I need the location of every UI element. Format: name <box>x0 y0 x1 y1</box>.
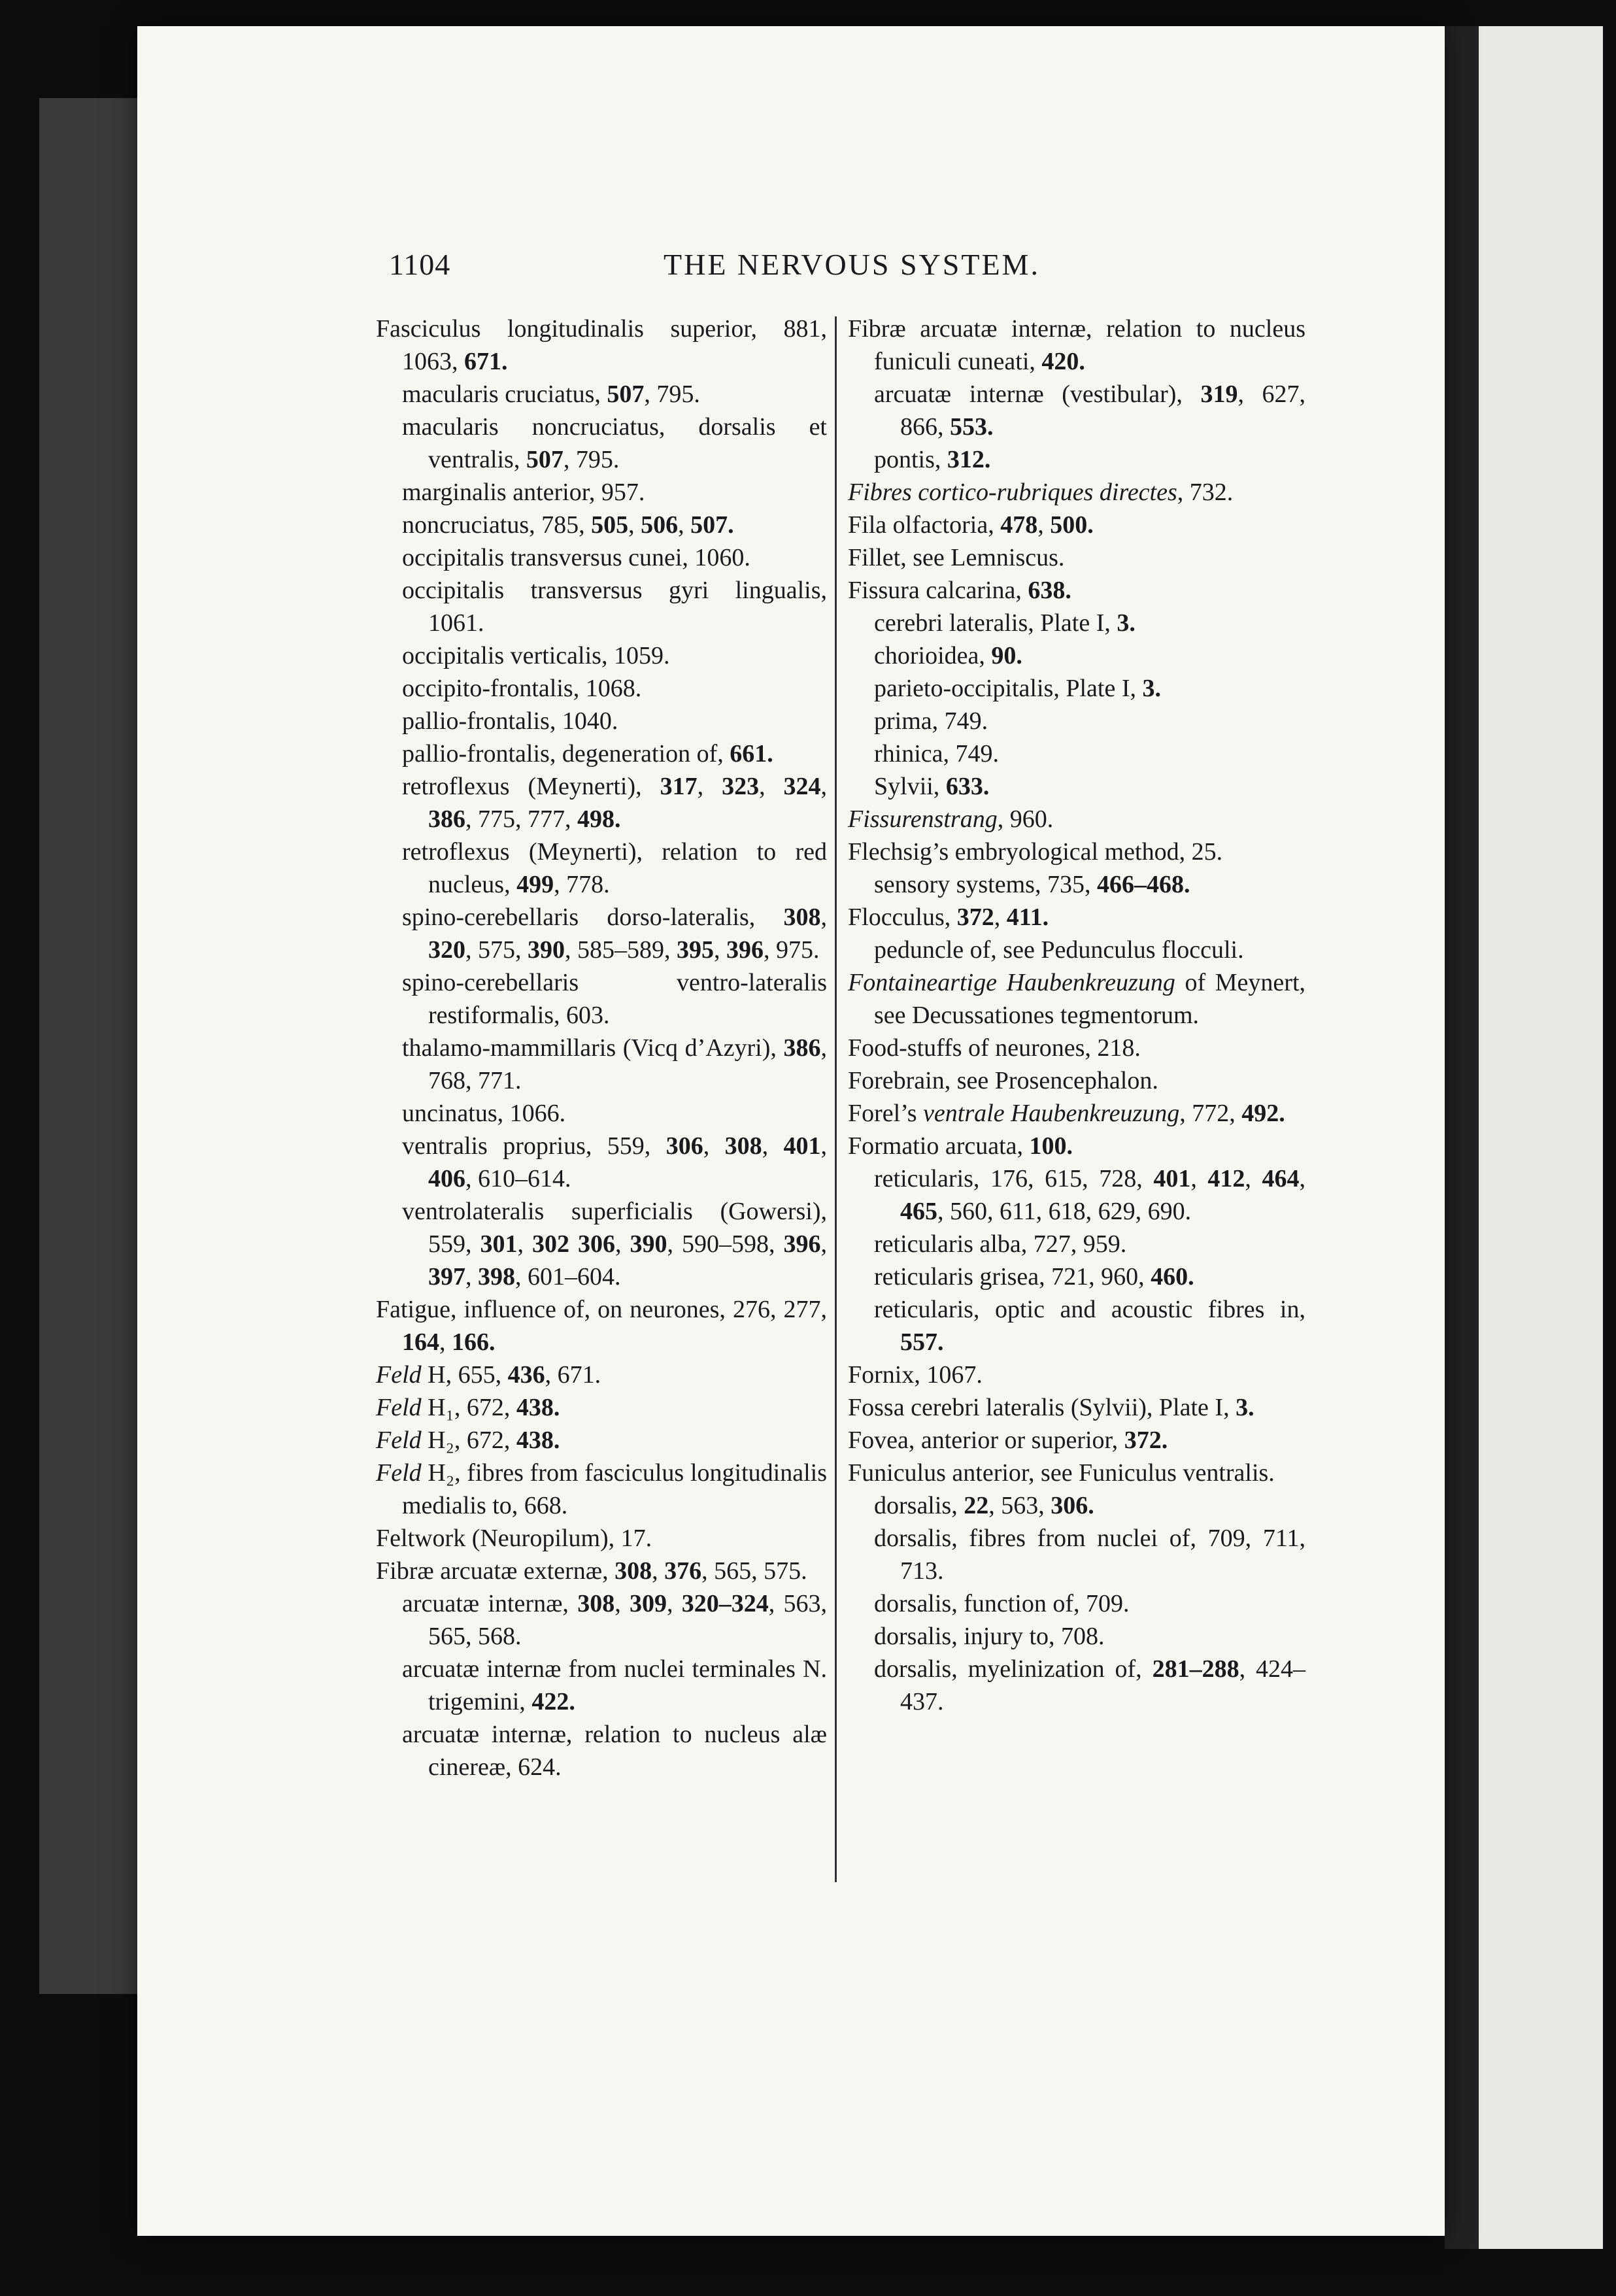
entry-text: dorsalis, <box>874 1492 964 1519</box>
page-ref-bold: 390 <box>528 936 565 964</box>
entry-text: , <box>714 936 726 964</box>
index-entry <box>376 1359 827 1391</box>
entry-text: spino-cerebellaris dorso-lateralis, <box>402 903 784 931</box>
entry-text: Fasciculus longitudinalis superior, 881, 1063, <box>376 315 827 375</box>
index-entry <box>848 803 1305 836</box>
index-entry <box>376 1457 827 1522</box>
index-entry <box>376 770 827 836</box>
entry-text: , <box>439 1328 452 1356</box>
index-entry <box>848 836 1305 868</box>
page-ref-bold: 372. <box>1124 1427 1168 1454</box>
entry-text: H, 655, <box>421 1361 508 1389</box>
index-entry <box>848 705 1305 737</box>
index-entry <box>848 509 1305 541</box>
entry-text: Fornix, 1067. <box>848 1361 983 1389</box>
entry-text: Sylvii, <box>874 773 946 800</box>
page-ref-bold: 323 <box>722 773 760 800</box>
index-entry <box>376 901 827 966</box>
italic-term: Feld <box>376 1361 422 1389</box>
index-entry <box>376 312 827 378</box>
page-ref-bold: 507. <box>690 511 734 539</box>
index-column-right <box>848 312 1305 1718</box>
page-ref-bold: 302 <box>532 1230 569 1258</box>
page-ref-bold: 3. <box>1142 675 1161 702</box>
entry-text: , <box>820 903 827 931</box>
entry-text: , <box>697 773 722 800</box>
entry-text: rhinica, 749. <box>874 740 1000 768</box>
page-ref-bold: 166. <box>452 1328 496 1356</box>
page-ref-bold: 438. <box>516 1394 560 1421</box>
entry-text: Fillet, see Lemniscus. <box>848 544 1065 571</box>
page-ref-bold: 438. <box>516 1427 560 1454</box>
index-entry <box>848 966 1305 1032</box>
entry-text: , 563, 565, 568. <box>428 1590 828 1650</box>
entry-text: H₂, 672, <box>421 1427 516 1454</box>
entry-text: , 563, <box>988 1492 1051 1519</box>
entry-text: , <box>820 1230 827 1258</box>
index-entry <box>848 737 1305 770</box>
entry-text: , <box>678 511 691 539</box>
index-entry <box>376 1293 827 1359</box>
entry-text: sensory systems, 735, <box>874 871 1097 898</box>
index-entry <box>848 1293 1305 1359</box>
entry-text: , 671. <box>545 1361 601 1389</box>
index-entry <box>376 639 827 672</box>
page-ref-bold: 638. <box>1028 577 1071 604</box>
index-entry <box>848 672 1305 705</box>
italic-term: Fibres cortico-rubriques directes <box>848 479 1177 506</box>
page-ref-bold: 506 <box>641 511 679 539</box>
entry-text: Fibræ arcuatæ externæ, <box>376 1557 615 1585</box>
entry-text: H₁, 672, <box>421 1394 516 1421</box>
page-ref-bold: 100. <box>1029 1132 1073 1160</box>
entry-text: prima, 749. <box>874 707 988 735</box>
index-entry <box>848 1130 1305 1162</box>
entry-text: ventralis proprius, 559, <box>402 1132 666 1160</box>
index-entry <box>848 1489 1305 1522</box>
index-entry <box>848 934 1305 966</box>
index-column-left <box>376 312 827 1783</box>
entry-text: Fatigue, influence of, on neurones, 276, 277, <box>376 1296 827 1323</box>
index-entry <box>848 1162 1305 1228</box>
entry-text: , <box>1245 1165 1262 1192</box>
entry-text: noncruciatus, 785, <box>402 511 592 539</box>
entry-text: , 795. <box>563 446 620 473</box>
entry-text: pallio-frontalis, degeneration of, <box>402 740 730 768</box>
page-ref-bold: 319 <box>1200 380 1238 408</box>
entry-text: reticularis, optic and acoustic fibres in, <box>874 1296 1305 1323</box>
entry-text: occipitalis transversus gyri lingualis, 1061. <box>402 577 827 637</box>
page-ref-bold: 390 <box>630 1230 667 1258</box>
index-entry <box>376 1391 827 1424</box>
page-number: 1104 <box>389 248 451 281</box>
page-ref-bold: 308 <box>724 1132 762 1160</box>
page-ref-bold: 376 <box>664 1557 702 1585</box>
page-ref-bold: 507 <box>526 446 564 473</box>
index-entry <box>848 574 1305 607</box>
index-entry <box>848 1260 1305 1293</box>
page-ref-bold: 492. <box>1241 1100 1285 1127</box>
entry-text: reticularis alba, 727, 959. <box>874 1230 1127 1258</box>
page-ref-bold: 164 <box>402 1328 439 1356</box>
entry-text: macularis cruciatus, <box>402 380 607 408</box>
entry-text: , 960. <box>997 805 1054 833</box>
entry-text: Formatio arcuata, <box>848 1132 1030 1160</box>
entry-text: , <box>666 1590 682 1617</box>
entry-text: dorsalis, injury to, 708. <box>874 1623 1105 1650</box>
index-entry <box>376 1097 827 1130</box>
page-ref-bold: 464 <box>1262 1165 1300 1192</box>
entry-text: , <box>703 1132 725 1160</box>
entry-text: Flechsig’s embryological method, 25. <box>848 838 1223 866</box>
page-ref-bold: 633. <box>945 773 990 800</box>
entry-text: marginalis anterior, 957. <box>402 479 645 506</box>
page-ref-bold: 317 <box>660 773 698 800</box>
page-ref-bold: 553. <box>950 413 994 441</box>
page-ref-bold: 460. <box>1151 1263 1194 1291</box>
entry-text: , 610–614. <box>465 1165 571 1192</box>
entry-text: , <box>762 1132 784 1160</box>
entry-text: , 560, 611, 618, 629, 690. <box>937 1198 1192 1225</box>
index-entry <box>376 836 827 901</box>
entry-text: , 575, <box>465 936 528 964</box>
index-entry <box>848 1587 1305 1620</box>
index-entry <box>848 443 1305 476</box>
index-entry <box>848 541 1305 574</box>
index-entry <box>376 1653 827 1718</box>
page-ref-bold: 372 <box>956 903 994 931</box>
entry-text: Fila olfactoria, <box>848 511 1001 539</box>
entry-text: , 565, 575. <box>701 1557 807 1585</box>
page-ref-bold: 306. <box>1051 1492 1094 1519</box>
index-entry <box>848 1653 1305 1718</box>
entry-text: , <box>820 773 828 800</box>
entry-text: cerebri lateralis, Plate I, <box>874 609 1117 637</box>
entry-text: dorsalis, myelinization of, <box>874 1655 1153 1683</box>
entry-text: , <box>465 1263 478 1291</box>
index-entry <box>848 1457 1305 1489</box>
entry-text: pallio-frontalis, 1040. <box>402 707 618 735</box>
italic-term: Fontaineartige Haubenkreuzung <box>848 969 1175 996</box>
page-ref-bold: 498. <box>577 805 621 833</box>
index-entry <box>848 312 1305 378</box>
page-ref-bold: 436 <box>507 1361 545 1389</box>
entry-text: Food-stuffs of neurones, 218. <box>848 1034 1141 1062</box>
entry-text: arcuatæ internæ, relation to nucleus alæ cinereæ, 624. <box>402 1721 827 1781</box>
page-ref-bold: 22 <box>964 1492 989 1519</box>
entry-text: , 775, 777, <box>465 805 577 833</box>
running-title: THE NERVOUS SYSTEM. <box>664 248 1040 281</box>
entry-text: , <box>517 1230 532 1258</box>
page-ref-bold: 401 <box>783 1132 821 1160</box>
page-ref-bold: 411. <box>1006 903 1049 931</box>
entry-text: , 601–604. <box>515 1263 621 1291</box>
entry-text: , 768, 771. <box>428 1034 827 1094</box>
entry-text: occipitalis verticalis, 1059. <box>402 642 670 669</box>
page-ref-bold: 396 <box>783 1230 821 1258</box>
page-ref-bold: 308 <box>783 903 821 931</box>
entry-text: Fossa cerebri lateralis (Sylvii), Plate I, <box>848 1394 1236 1421</box>
entry-text: Fibræ arcuatæ internæ, relation to nucleus funiculi cuneati, <box>848 315 1305 375</box>
entry-text: Fovea, anterior or superior, <box>848 1427 1124 1454</box>
italic-term: Feld <box>376 1459 422 1487</box>
page-ref-bold: 401 <box>1153 1165 1191 1192</box>
page-ref-bold: 396 <box>726 936 764 964</box>
entry-text: H₂, fibres from fasciculus longitudinalis medialis to, 668. <box>402 1459 827 1519</box>
index-entry <box>376 411 827 476</box>
index-entry <box>848 770 1305 803</box>
entry-text <box>569 1230 578 1258</box>
entry-text: reticularis grisea, 721, 960, <box>874 1263 1151 1291</box>
index-entry <box>376 1587 827 1653</box>
index-entry <box>848 1097 1305 1130</box>
entry-text: Funiculus anterior, see Funiculus ventralis. <box>848 1459 1275 1487</box>
italic-term: ventrale Haubenkreuzung <box>923 1100 1180 1127</box>
page-ref-bold: 412 <box>1207 1165 1245 1192</box>
page-ref-bold: 507 <box>607 380 645 408</box>
page-ref-bold: 320–324 <box>681 1590 769 1617</box>
entry-text: , 975. <box>764 936 820 964</box>
column-rule <box>835 316 837 1882</box>
entry-text: uncinatus, 1066. <box>402 1100 566 1127</box>
entry-text: arcuatæ internæ, <box>402 1590 578 1617</box>
index-entry <box>376 476 827 509</box>
page-ref-bold: 499 <box>516 871 554 898</box>
page-ref-bold: 309 <box>629 1590 667 1617</box>
adjacent-page-edge <box>1479 26 1603 2249</box>
page-ref-bold: 671. <box>464 348 508 375</box>
page-ref-bold: 386 <box>783 1034 821 1062</box>
entry-text: dorsalis, fibres from nuclei of, 709, 711, 713. <box>874 1525 1305 1585</box>
index-entry <box>376 1718 827 1783</box>
index-entry <box>848 901 1305 934</box>
entry-text: reticularis, 176, 615, 728, <box>874 1165 1154 1192</box>
page-ref-bold: 557. <box>900 1328 944 1356</box>
entry-text: , <box>759 773 784 800</box>
page-ref-bold: 505 <box>591 511 629 539</box>
page-ref-bold: 312. <box>947 446 991 473</box>
entry-text: dorsalis, function of, 709. <box>874 1590 1130 1617</box>
entry-text: Flocculus, <box>848 903 957 931</box>
index-entry <box>848 1228 1305 1260</box>
entry-text: arcuatæ internæ (vestibular), <box>874 380 1201 408</box>
index-entry <box>376 1555 827 1587</box>
page-ref-bold: 324 <box>783 773 821 800</box>
page-ref-bold: 466–468. <box>1096 871 1190 898</box>
index-entry <box>848 1424 1305 1457</box>
entry-text: , 424–437. <box>900 1655 1305 1715</box>
page-ref-bold: 422. <box>531 1688 575 1715</box>
index-entry <box>848 639 1305 672</box>
index-entry <box>848 1522 1305 1587</box>
page-ref-bold: 406 <box>428 1165 465 1192</box>
italic-term: Feld <box>376 1427 422 1454</box>
index-entry <box>848 1064 1305 1097</box>
index-entry <box>376 672 827 705</box>
entry-text: , 627, 866, <box>900 380 1306 441</box>
index-entry <box>848 1391 1305 1424</box>
entry-text: occipito-frontalis, 1068. <box>402 675 642 702</box>
entry-text: , <box>820 1132 828 1160</box>
index-entry <box>848 1032 1305 1064</box>
entry-text: , 585–589, <box>565 936 677 964</box>
entry-text: macularis noncruciatus, dorsalis et ventralis, <box>402 413 827 473</box>
page-ref-bold: 3. <box>1117 609 1136 637</box>
page-ref-bold: 500. <box>1050 511 1094 539</box>
page-ref-bold: 386 <box>428 805 465 833</box>
page-ref-bold: 308 <box>614 1557 652 1585</box>
page-ref-bold: 397 <box>428 1263 465 1291</box>
italic-term: Fissurenstrang <box>848 805 998 833</box>
index-entry <box>376 705 827 737</box>
page-ref-bold: 465 <box>900 1198 937 1225</box>
entry-text: , 590–598, <box>667 1230 784 1258</box>
index-entry <box>376 1195 827 1293</box>
entry-text: Forel’s <box>848 1100 924 1127</box>
index-entry <box>376 737 827 770</box>
entry-text: , 778. <box>554 871 610 898</box>
page-gutter <box>1445 26 1479 2249</box>
index-entry <box>376 966 827 1032</box>
entry-text: , <box>628 511 641 539</box>
entry-text: chorioidea, <box>874 642 992 669</box>
index-entry <box>848 476 1305 509</box>
index-entry <box>848 378 1305 443</box>
entry-text: occipitalis transversus cunei, 1060. <box>402 544 750 571</box>
entry-text: , <box>614 1590 630 1617</box>
entry-text: , <box>1190 1165 1208 1192</box>
entry-text: thalamo-mammillaris (Vicq d’Azyri), <box>402 1034 784 1062</box>
page-ref-bold: 306 <box>665 1132 703 1160</box>
index-entry <box>376 1130 827 1195</box>
index-entry <box>376 541 827 574</box>
entry-text: retroflexus (Meynerti), <box>402 773 660 800</box>
entry-text: , <box>994 903 1007 931</box>
page-ref-bold: 90. <box>991 642 1022 669</box>
page-ref-bold: 3. <box>1236 1394 1254 1421</box>
index-entry <box>376 574 827 639</box>
entry-text: Forebrain, see Prosencephalon. <box>848 1067 1158 1094</box>
page-ref-bold: 320 <box>428 936 465 964</box>
index-entry <box>376 1032 827 1097</box>
book-spine-edge <box>39 98 150 1994</box>
entry-text: parieto-occipitalis, Plate I, <box>874 675 1143 702</box>
entry-text: , <box>652 1557 665 1585</box>
index-entry <box>376 378 827 411</box>
entry-text: retroflexus (Meynerti), relation to red nucleus, <box>402 838 827 898</box>
entry-text: arcuatæ internæ from nuclei terminales N. trigemini, <box>402 1655 827 1715</box>
entry-text: , <box>615 1230 630 1258</box>
index-entry <box>848 607 1305 639</box>
page-ref-bold: 301 <box>480 1230 518 1258</box>
entry-text: peduncle of, see Pedunculus flocculi. <box>874 936 1244 964</box>
index-entry <box>376 509 827 541</box>
page-ref-bold: 398 <box>478 1263 515 1291</box>
index-entry <box>848 868 1305 901</box>
page-ref-bold: 478 <box>1000 511 1038 539</box>
entry-text: , 732. <box>1177 479 1234 506</box>
page-ref-bold: 306 <box>578 1230 615 1258</box>
entry-text: , 772, <box>1179 1100 1242 1127</box>
page-ref-bold: 308 <box>577 1590 615 1617</box>
entry-text: ventrolateralis superficialis (Gowersi), 559, <box>402 1198 827 1258</box>
page-ref-bold: 661. <box>730 740 773 768</box>
entry-text: of Meynert, see Decussationes tegmentorum. <box>874 969 1306 1029</box>
page-ref-bold: 281–288 <box>1152 1655 1239 1683</box>
index-entry <box>376 1522 827 1555</box>
entry-text: spino-cerebellaris ventro-lateralis restiformalis, 603. <box>402 969 827 1029</box>
entry-text: , <box>1037 511 1051 539</box>
index-entry <box>376 1424 827 1457</box>
entry-text: pontis, <box>874 446 947 473</box>
entry-text: Feltwork (Neuropilum), 17. <box>376 1525 652 1552</box>
page-ref-bold: 420. <box>1041 348 1085 375</box>
running-head <box>389 247 1304 286</box>
entry-text: , 795. <box>644 380 700 408</box>
italic-term: Feld <box>376 1394 422 1421</box>
entry-text: , <box>1299 1165 1305 1192</box>
page-ref-bold: 395 <box>677 936 714 964</box>
index-entry <box>848 1620 1305 1653</box>
entry-text: Fissura calcarina, <box>848 577 1028 604</box>
index-entry <box>848 1359 1305 1391</box>
